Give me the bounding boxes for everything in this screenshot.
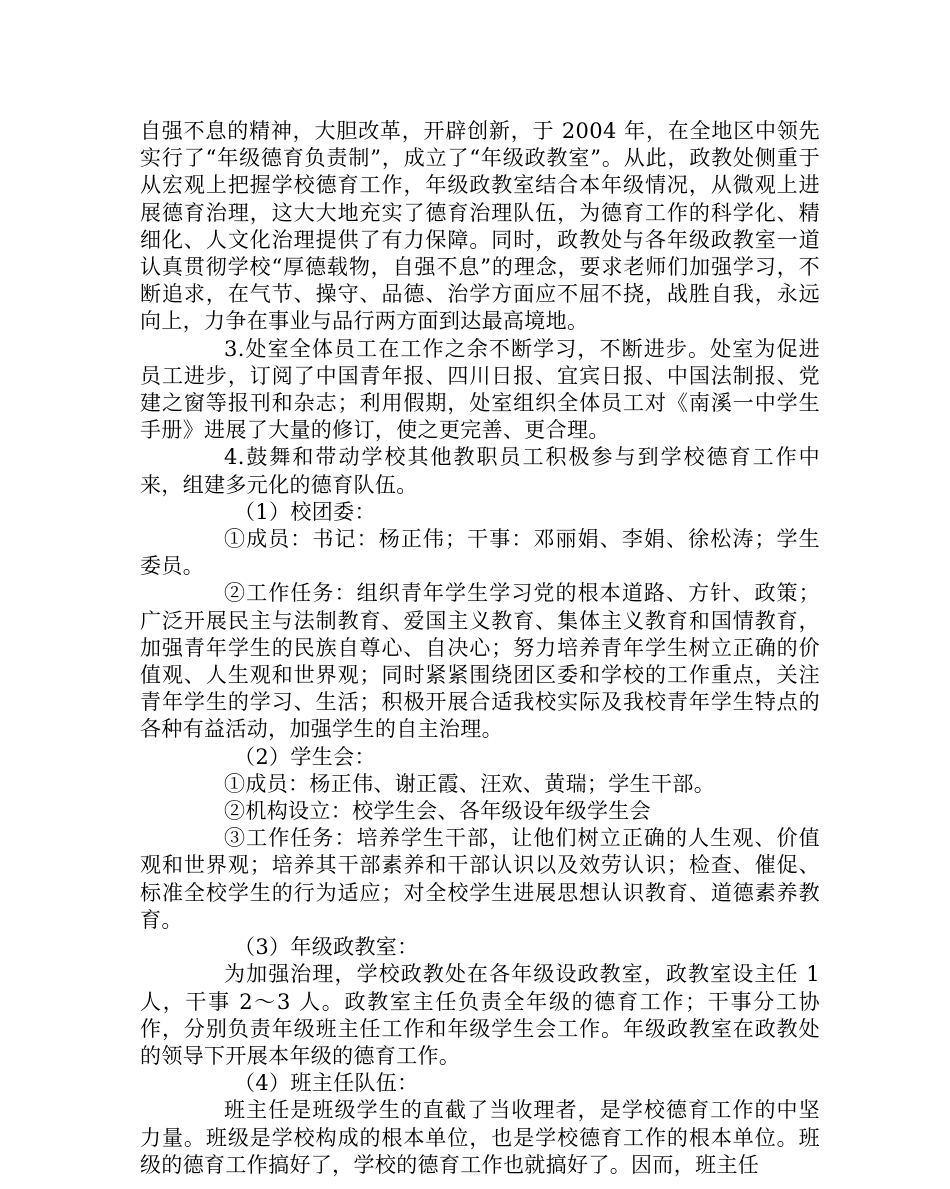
- document-body: [140, 118, 820, 1179]
- paragraph: ③工作任务：培养学生干部，让他们树立正确的人生观、价值观和世界观；培养其干部素养和干部认识以及效劳认识；检查、催促、标准全校学生的行为适应；对全校学生进展思想认识教育、道德素养教育。: [140, 826, 820, 932]
- paragraph: ①成员：杨正伟、谢正霞、汪欢、黄瑞；学生干部。: [224, 771, 716, 796]
- paragraph: 为加强治理，学校政教处在各年级设政教室，政教室设主任 1 人，干事 2～3 人。政教室主任负责全年级的德育工作；干事分工协作，分别负责年级班主任工作和年级学生会工作。年级政教室在政教处的领导下开展本年级的德育工作。: [140, 962, 820, 1068]
- paragraph: 4.鼓舞和带动学校其他教职员工积极参与到学校德育工作中来，组建多元化的德育队伍。: [140, 445, 820, 497]
- paragraph: 自强不息的精神，大胆改革，开辟创新，于 2004 年，在全地区中领先实行了“年级德育负责制”，成立了“年级政教室”。从此，政教处侧重于从宏观上把握学校德育工作，年级政教室结合本年级情况，从微观上进展德育治理，这大大地充实了德育治理队伍，为德育工作的科学化、精细化、人文化治理提供了有力保障。同时，政教处与各年级政教室一道认真贯彻学校“厚德载物，自强不息”的理念，要求老师们加强学习，不断追求，在气节、操守、品德、治学方面应不屈不挠，战胜自我，永远向上，力争在事业与品行两方面到达最高境地。: [140, 119, 820, 334]
- paragraph: 3.处室全体员工在工作之余不断学习，不断进步。处室为促进员工进步，订阅了中国青年报、四川日报、宜宾日报、中国法制报、党建之窗等报刊和杂志；利用假期，处室组织全体员工对《南溪一中学生手册》进展了大量的修订，使之更完善、更合理。: [140, 336, 820, 443]
- paragraph: ①成员：书记：杨正伟；干事：邓丽娟、李娟、徐松涛；学生委员。: [140, 527, 820, 579]
- section-heading: （1）校团委：: [234, 499, 376, 524]
- paragraph: ②机构设立：校学生会、各年级设年级学生会: [224, 799, 651, 824]
- section-heading: （4）班主任队伍：: [234, 1071, 419, 1096]
- paragraph: 班主任是班级学生的直截了当收理者，是学校德育工作的中坚力量。班级是学校构成的根本单位，也是学校德育工作的根本单位。班级的德育工作搞好了，学校的德育工作也就搞好了。因而，班主任: [140, 1098, 820, 1177]
- paragraph: ②工作任务：组织青年学生学习党的根本道路、方针、政策；广泛开展民主与法制教育、爱国主义教育、集体主义教育和国情教育，加强青年学生的民族自尊心、自决心；努力培养青年学生树立正确的价值观、人生观和世界观；同时紧紧围绕团区委和学校的工作重点，关注青年学生的学习、生活；积极开展合适我校实际及我校青年学生特点的各种有益活动，加强学生的自主治理。: [140, 581, 820, 742]
- section-heading: （3）年级政教室：: [234, 935, 419, 960]
- section-heading: （2）学生会：: [234, 744, 376, 769]
